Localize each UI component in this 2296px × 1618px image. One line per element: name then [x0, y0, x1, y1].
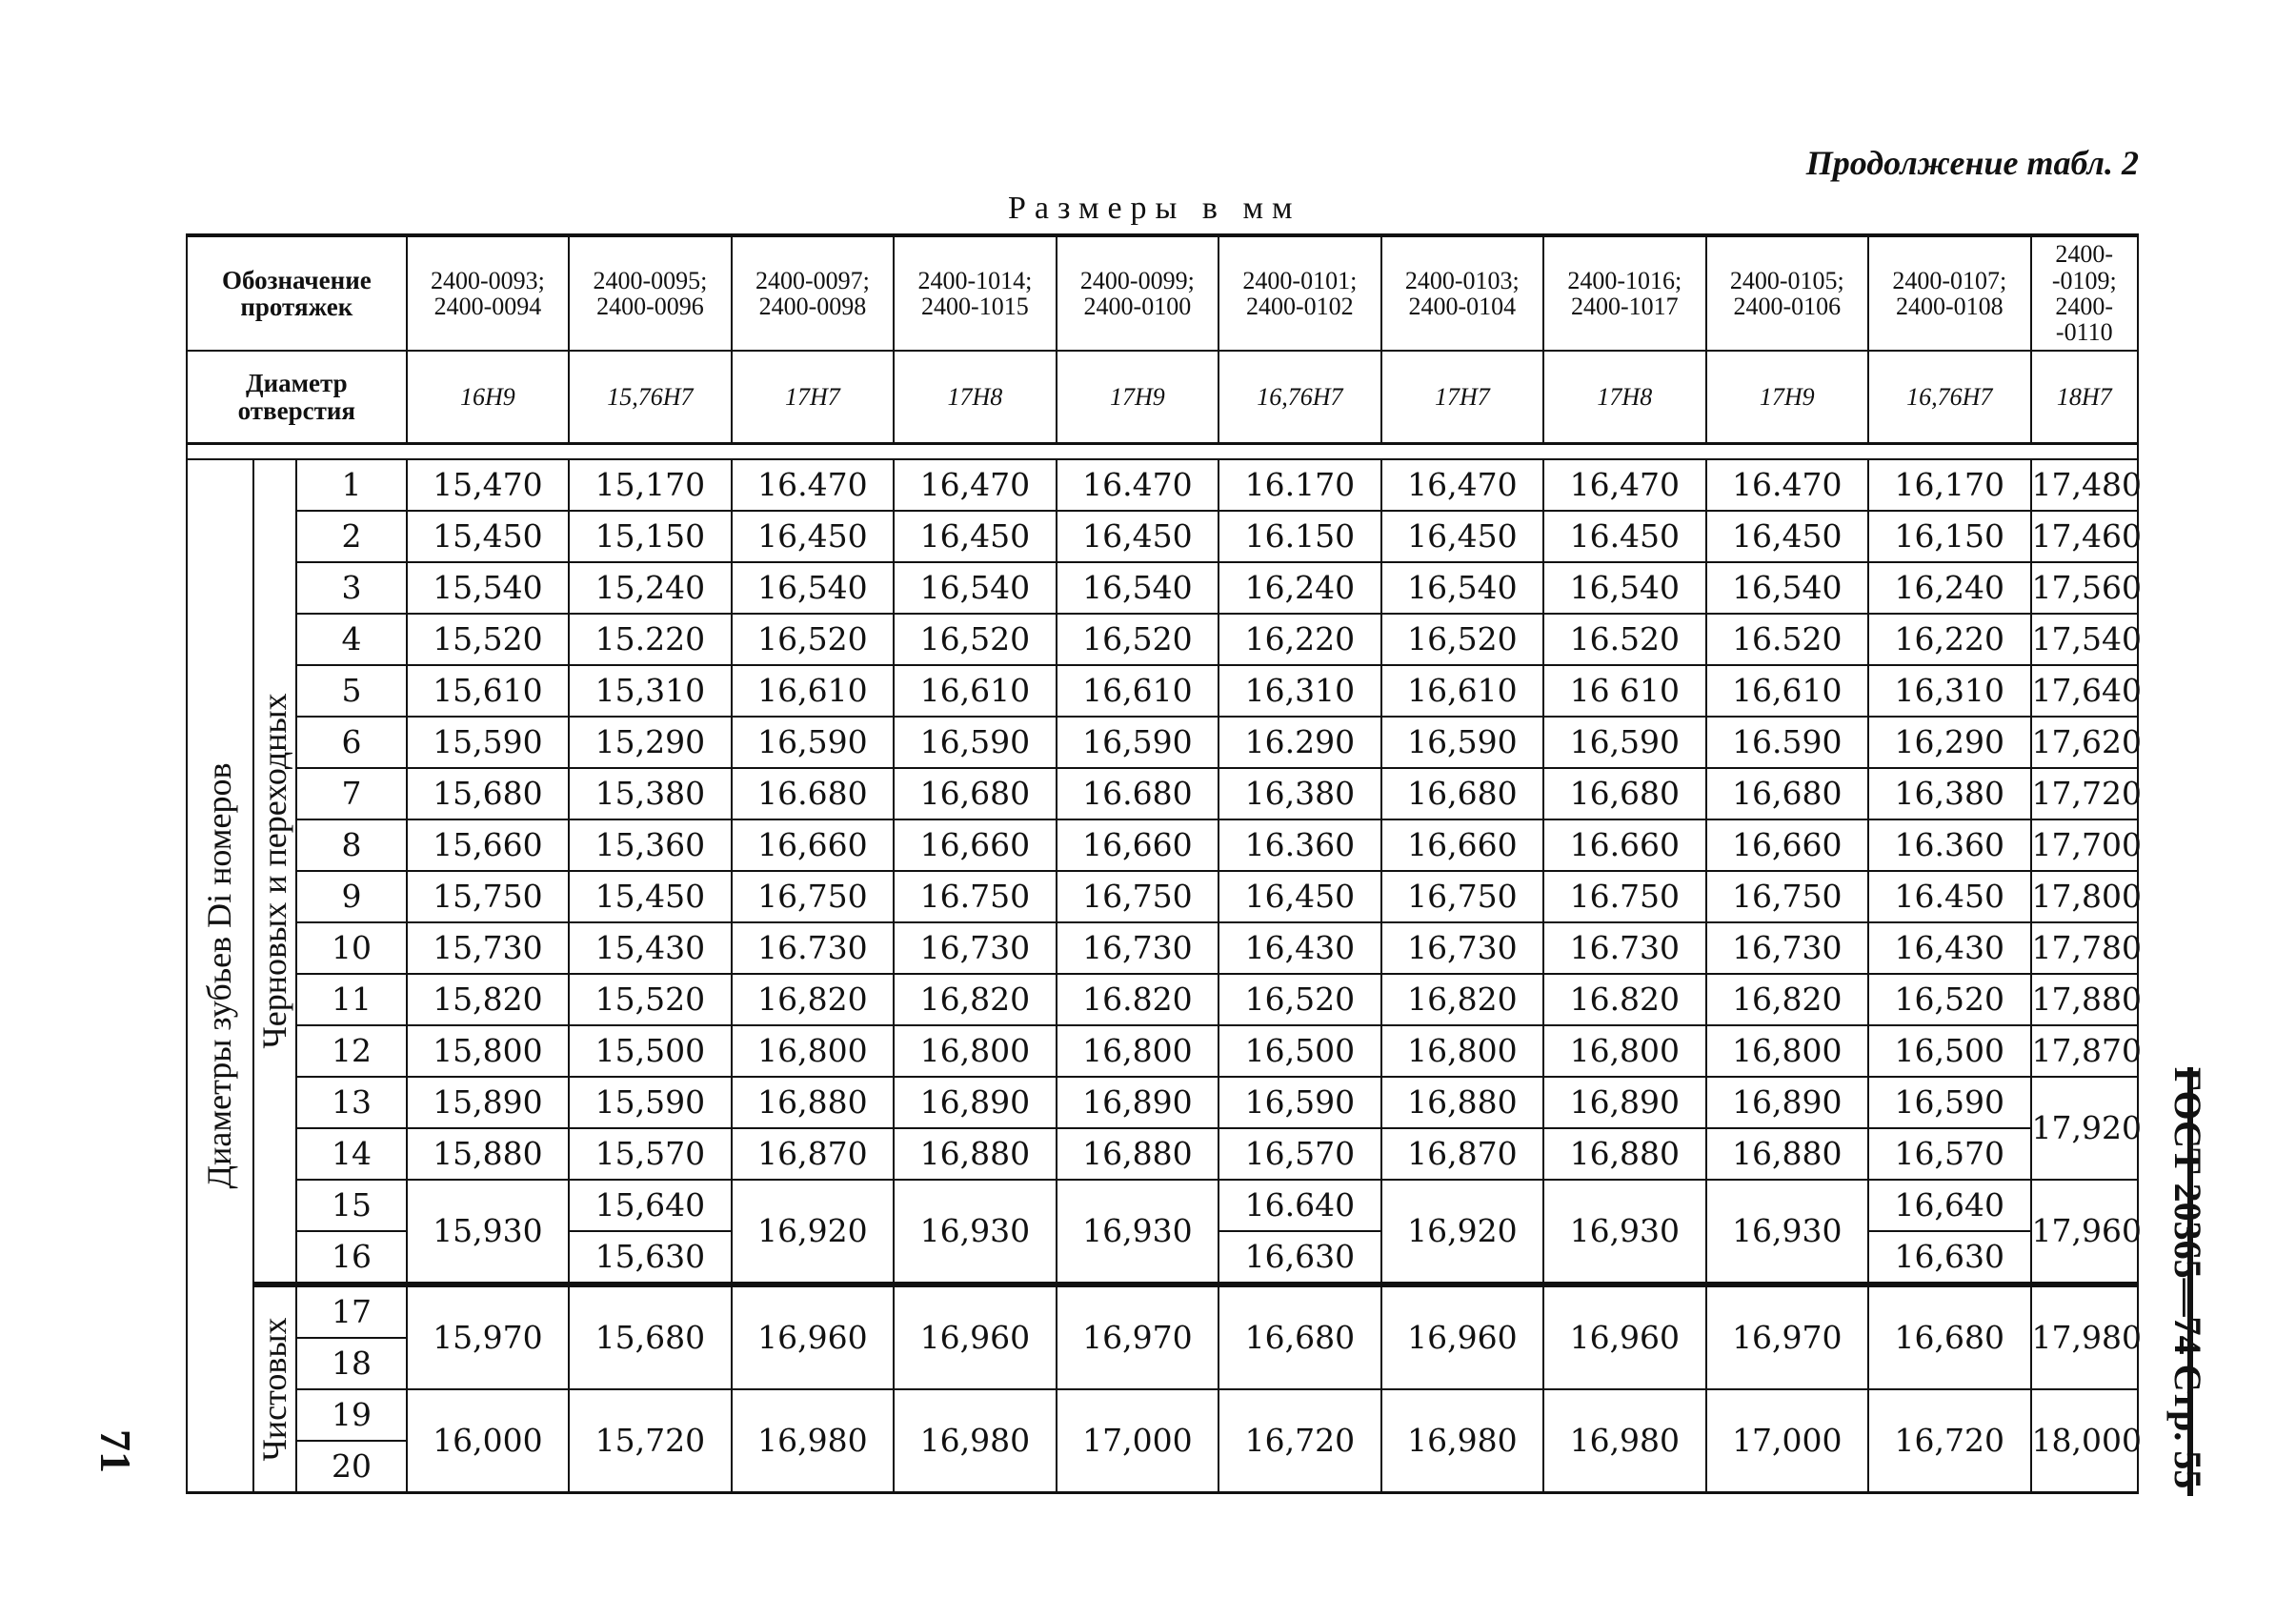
value-cell: 17,880 — [2031, 974, 2138, 1025]
designation-cell: 2400-0097; 2400-0098 — [732, 235, 894, 351]
value-cell: 15,880 — [407, 1128, 569, 1180]
value-cell: 16,680 — [1543, 768, 1705, 819]
value-cell: 16,450 — [1057, 511, 1218, 562]
row-number: 14 — [296, 1128, 406, 1180]
value-cell: 16,720 — [1218, 1389, 1380, 1493]
value-cell: 15,590 — [407, 717, 569, 768]
value-cell: 15,290 — [569, 717, 731, 768]
value-cell: 15,730 — [407, 922, 569, 974]
row-number: 12 — [296, 1025, 406, 1077]
value-cell: 16,290 — [1868, 717, 2030, 768]
value-cell: 16,380 — [1868, 768, 2030, 819]
value-cell: 16,590 — [894, 717, 1056, 768]
value-cell: 15,610 — [407, 665, 569, 717]
value-cell: 16,660 — [732, 819, 894, 871]
value-cell: 16,750 — [732, 871, 894, 922]
value-cell: 17,920 — [2031, 1077, 2138, 1180]
value-cell: 16,960 — [1381, 1284, 1543, 1389]
value-cell: 16,520 — [1868, 974, 2030, 1025]
value-cell: 15,750 — [407, 871, 569, 922]
designation-cell: 2400-0107; 2400-0108 — [1868, 235, 2030, 351]
value-cell: 16,720 — [1868, 1389, 2030, 1493]
value-cell: 16,890 — [1706, 1077, 1868, 1128]
continuation-label: Продолжение табл. 2 — [1805, 144, 2139, 182]
table-row — [187, 459, 2138, 511]
table-row — [187, 1128, 2138, 1180]
value-cell: 16,500 — [1218, 1025, 1380, 1077]
value-cell: 16,730 — [894, 922, 1056, 974]
value-cell: 16.450 — [1543, 511, 1705, 562]
row-number: 5 — [296, 665, 406, 717]
designation-cell: 2400-1016; 2400-1017 — [1543, 235, 1705, 351]
value-cell: 17,460 — [2031, 511, 2138, 562]
value-cell: 16,730 — [1381, 922, 1543, 974]
value-cell: 15,430 — [569, 922, 731, 974]
designation-cell: 2400-0095; 2400-0096 — [569, 235, 731, 351]
value-cell: 16,470 — [1543, 459, 1705, 511]
units-label: Размеры в мм — [1008, 191, 1301, 226]
value-cell: 16,820 — [894, 974, 1056, 1025]
value-cell: 16,660 — [1057, 819, 1218, 871]
row-number: 11 — [296, 974, 406, 1025]
value-cell: 17,700 — [2031, 819, 2138, 871]
value-cell: 16.820 — [1057, 974, 1218, 1025]
value-cell: 16,170 — [1868, 459, 2030, 511]
page-number: 71 — [91, 1429, 140, 1473]
value-cell: 16,470 — [894, 459, 1056, 511]
value-cell: 16,570 — [1218, 1128, 1380, 1180]
value-cell: 16,310 — [1868, 665, 2030, 717]
value-cell: 16,540 — [894, 562, 1056, 614]
value-cell: 16,730 — [1706, 922, 1868, 974]
value-cell: 15,720 — [569, 1389, 731, 1493]
value-cell: 17,960 — [2031, 1180, 2138, 1284]
value-cell: 17,780 — [2031, 922, 2138, 974]
row-number: 3 — [296, 562, 406, 614]
spacer-row — [187, 444, 2138, 460]
value-cell: 16,890 — [1543, 1077, 1705, 1128]
designation-cell: 2400-0099; 2400-0100 — [1057, 235, 1218, 351]
table-row — [187, 1284, 2138, 1338]
table-row — [187, 1077, 2138, 1128]
value-cell: 16,590 — [1543, 717, 1705, 768]
value-cell: 15,630 — [569, 1231, 731, 1284]
value-cell: 16.660 — [1543, 819, 1705, 871]
row-number: 1 — [296, 459, 406, 511]
value-cell: 17,560 — [2031, 562, 2138, 614]
value-cell: 15,150 — [569, 511, 731, 562]
value-cell: 16.450 — [1868, 871, 2030, 922]
value-cell: 15,680 — [407, 768, 569, 819]
value-cell: 16,610 — [894, 665, 1056, 717]
row-number: 19 — [296, 1389, 406, 1441]
gost-code: ГОСТ 20365—74 Стр. 55 — [2166, 1067, 2209, 1489]
row-number: 13 — [296, 1077, 406, 1128]
value-cell: 16,820 — [732, 974, 894, 1025]
value-cell: 16,930 — [1057, 1180, 1218, 1284]
value-cell: 16,930 — [1543, 1180, 1705, 1284]
value-cell: 15,470 — [407, 459, 569, 511]
row-number: 16 — [296, 1231, 406, 1284]
value-cell: 16,680 — [1868, 1284, 2030, 1389]
value-cell: 16.290 — [1218, 717, 1380, 768]
value-cell: 16,930 — [1706, 1180, 1868, 1284]
diameter-cell: 16H9 — [407, 351, 569, 444]
value-cell: 17,720 — [2031, 768, 2138, 819]
value-cell: 16,680 — [1381, 768, 1543, 819]
value-cell: 16,590 — [1381, 717, 1543, 768]
value-cell: 16,570 — [1868, 1128, 2030, 1180]
value-cell: 16,540 — [1057, 562, 1218, 614]
value-cell: 16.470 — [732, 459, 894, 511]
diameter-cell: 17H8 — [894, 351, 1056, 444]
row-number: 2 — [296, 511, 406, 562]
value-cell: 16,970 — [1706, 1284, 1868, 1389]
value-cell: 16,520 — [1218, 974, 1380, 1025]
diameter-cell: 17H7 — [732, 351, 894, 444]
value-cell: 16,520 — [1381, 614, 1543, 665]
diameter-cell: 17H9 — [1057, 351, 1218, 444]
value-cell: 16,980 — [894, 1389, 1056, 1493]
value-cell: 16,240 — [1868, 562, 2030, 614]
value-cell: 16,520 — [1057, 614, 1218, 665]
value-cell: 15,450 — [407, 511, 569, 562]
value-cell: 16,610 — [732, 665, 894, 717]
value-cell: 16,500 — [1868, 1025, 2030, 1077]
value-cell: 16,730 — [1057, 922, 1218, 974]
table-row — [187, 717, 2138, 768]
value-cell: 16,870 — [732, 1128, 894, 1180]
value-cell: 15,570 — [569, 1128, 731, 1180]
designation-cell: 2400-0093; 2400-0094 — [407, 235, 569, 351]
value-cell: 16,660 — [1381, 819, 1543, 871]
value-cell: 16,800 — [1057, 1025, 1218, 1077]
value-cell: 17,540 — [2031, 614, 2138, 665]
value-cell: 15,500 — [569, 1025, 731, 1077]
value-cell: 16,750 — [1706, 871, 1868, 922]
value-cell: 15.220 — [569, 614, 731, 665]
value-cell: 17,000 — [1706, 1389, 1868, 1493]
designation-cell: 2400- -0109; 2400- -0110 — [2031, 235, 2138, 351]
table-row — [187, 974, 2138, 1025]
row-number: 4 — [296, 614, 406, 665]
value-cell: 15,540 — [407, 562, 569, 614]
row-number: 18 — [296, 1338, 406, 1389]
value-cell: 17,870 — [2031, 1025, 2138, 1077]
row-number: 8 — [296, 819, 406, 871]
value-cell: 16.470 — [1706, 459, 1868, 511]
value-cell: 16,920 — [732, 1180, 894, 1284]
value-cell: 16,960 — [1543, 1284, 1705, 1389]
value-cell: 16.360 — [1218, 819, 1380, 871]
value-cell: 16,450 — [732, 511, 894, 562]
value-cell: 16,450 — [1381, 511, 1543, 562]
value-cell: 16,980 — [1543, 1389, 1705, 1493]
diameter-cell: 15,76H7 — [569, 351, 731, 444]
value-cell: 16,970 — [1057, 1284, 1218, 1389]
value-cell: 16,980 — [1381, 1389, 1543, 1493]
value-cell: 16,150 — [1868, 511, 2030, 562]
value-cell: 16.470 — [1057, 459, 1218, 511]
value-cell: 16,540 — [1381, 562, 1543, 614]
diameter-cell: 16,76H7 — [1868, 351, 2030, 444]
value-cell: 16,540 — [1706, 562, 1868, 614]
value-cell: 16,750 — [1381, 871, 1543, 922]
diameter-header: Диаметр отверстия — [187, 351, 407, 444]
table-row — [187, 1389, 2138, 1441]
value-cell: 16,890 — [894, 1077, 1056, 1128]
value-cell: 16,660 — [1706, 819, 1868, 871]
value-cell: 16,630 — [1868, 1231, 2030, 1284]
group-label-cell — [187, 459, 253, 1493]
value-cell: 16,880 — [894, 1128, 1056, 1180]
table-row — [187, 614, 2138, 665]
value-cell: 16,880 — [1543, 1128, 1705, 1180]
value-cell: 16,930 — [894, 1180, 1056, 1284]
value-cell: 16,800 — [1706, 1025, 1868, 1077]
value-cell: 16,520 — [894, 614, 1056, 665]
value-cell: 16,520 — [732, 614, 894, 665]
value-cell: 16,750 — [1057, 871, 1218, 922]
value-cell: 15,240 — [569, 562, 731, 614]
value-cell: 15,890 — [407, 1077, 569, 1128]
value-cell: 16.360 — [1868, 819, 2030, 871]
designation-cell: 2400-0105; 2400-0106 — [1706, 235, 1868, 351]
value-cell: 15,660 — [407, 819, 569, 871]
value-cell: 16,590 — [732, 717, 894, 768]
value-cell: 16.170 — [1218, 459, 1380, 511]
value-cell: 16.730 — [1543, 922, 1705, 974]
finish-label: Чистовых — [254, 1317, 293, 1462]
value-cell: 16,450 — [894, 511, 1056, 562]
designation-header: Обозначение протяжек — [187, 235, 407, 351]
row-number: 7 — [296, 768, 406, 819]
value-cell: 16,640 — [1868, 1180, 2030, 1231]
value-cell: 16,980 — [732, 1389, 894, 1493]
row-number: 9 — [296, 871, 406, 922]
table-row — [187, 922, 2138, 974]
value-cell: 16,890 — [1057, 1077, 1218, 1128]
diameter-cell: 16,76H7 — [1218, 351, 1380, 444]
value-cell: 16.820 — [1543, 974, 1705, 1025]
value-cell: 16,800 — [732, 1025, 894, 1077]
row-number: 10 — [296, 922, 406, 974]
value-cell: 16,240 — [1218, 562, 1380, 614]
value-cell: 15,450 — [569, 871, 731, 922]
row-number: 20 — [296, 1441, 406, 1493]
value-cell: 16,220 — [1868, 614, 2030, 665]
value-cell: 16,680 — [894, 768, 1056, 819]
finish-label-cell — [253, 1284, 296, 1493]
value-cell: 16.730 — [732, 922, 894, 974]
designation-cell: 2400-0103; 2400-0104 — [1381, 235, 1543, 351]
value-cell: 16.750 — [894, 871, 1056, 922]
diameter-cell: 17H7 — [1381, 351, 1543, 444]
table-row — [187, 511, 2138, 562]
value-cell: 16,870 — [1381, 1128, 1543, 1180]
value-cell: 17,620 — [2031, 717, 2138, 768]
value-cell: 16,470 — [1381, 459, 1543, 511]
designation-row — [187, 235, 2138, 351]
value-cell: 16,880 — [732, 1077, 894, 1128]
value-cell: 15,170 — [569, 459, 731, 511]
row-number: 15 — [296, 1180, 406, 1231]
value-cell: 16,960 — [732, 1284, 894, 1389]
value-cell: 16,590 — [1868, 1077, 2030, 1128]
value-cell: 15,820 — [407, 974, 569, 1025]
tooth-diameter-table — [186, 233, 2142, 1494]
value-cell: 15,970 — [407, 1284, 569, 1389]
value-cell: 16,540 — [1543, 562, 1705, 614]
value-cell: 16,380 — [1218, 768, 1380, 819]
value-cell: 16,610 — [1381, 665, 1543, 717]
value-cell: 17,800 — [2031, 871, 2138, 922]
value-cell: 15,590 — [569, 1077, 731, 1128]
value-cell: 16,540 — [732, 562, 894, 614]
rough-label-cell — [253, 459, 296, 1284]
value-cell: 16,610 — [1706, 665, 1868, 717]
table-row — [187, 665, 2138, 717]
value-cell: 15,520 — [407, 614, 569, 665]
value-cell: 18,000 — [2031, 1389, 2138, 1493]
row-number: 6 — [296, 717, 406, 768]
diameter-cell: 18H7 — [2031, 351, 2138, 444]
value-cell: 16.590 — [1706, 717, 1868, 768]
value-cell: 16,430 — [1218, 922, 1380, 974]
value-cell: 15,520 — [569, 974, 731, 1025]
value-cell: 17,640 — [2031, 665, 2138, 717]
value-cell: 16.520 — [1543, 614, 1705, 665]
value-cell: 16,000 — [407, 1389, 569, 1493]
designation-cell: 2400-0101; 2400-0102 — [1218, 235, 1380, 351]
value-cell: 16,800 — [1543, 1025, 1705, 1077]
value-cell: 16,920 — [1381, 1180, 1543, 1284]
value-cell: 16.640 — [1218, 1180, 1380, 1231]
value-cell: 16,630 — [1218, 1231, 1380, 1284]
value-cell: 16,880 — [1057, 1128, 1218, 1180]
value-cell: 17,480 — [2031, 459, 2138, 511]
value-cell: 17,000 — [1057, 1389, 1218, 1493]
value-cell: 16,450 — [1218, 871, 1380, 922]
value-cell: 16.520 — [1706, 614, 1868, 665]
value-cell: 16,960 — [894, 1284, 1056, 1389]
table-row — [187, 871, 2138, 922]
table-row — [187, 562, 2138, 614]
value-cell: 16,430 — [1868, 922, 2030, 974]
value-cell: 16,590 — [1057, 717, 1218, 768]
value-cell: 15,310 — [569, 665, 731, 717]
value-cell: 16,680 — [1218, 1284, 1380, 1389]
value-cell: 16.680 — [1057, 768, 1218, 819]
table-row — [187, 819, 2138, 871]
row-number: 17 — [296, 1284, 406, 1338]
value-cell: 15,380 — [569, 768, 731, 819]
value-cell: 15,640 — [569, 1180, 731, 1231]
value-cell: 16,450 — [1706, 511, 1868, 562]
table-row — [187, 768, 2138, 819]
value-cell: 16,800 — [1381, 1025, 1543, 1077]
diameter-cell: 17H9 — [1706, 351, 1868, 444]
value-cell: 16,590 — [1218, 1077, 1380, 1128]
value-cell: 16,880 — [1706, 1128, 1868, 1180]
value-cell: 16.150 — [1218, 511, 1380, 562]
value-cell: 16,220 — [1218, 614, 1380, 665]
group-label: Диаметры зубьев Di номеров — [200, 762, 239, 1189]
designation-cell: 2400-1014; 2400-1015 — [894, 235, 1056, 351]
value-cell: 16,610 — [1057, 665, 1218, 717]
value-cell: 16,310 — [1218, 665, 1380, 717]
rough-label: Черновых и переходных — [254, 693, 293, 1049]
value-cell: 15,930 — [407, 1180, 569, 1284]
diameter-cell: 17H8 — [1543, 351, 1705, 444]
table-row — [187, 1025, 2138, 1077]
value-cell: 16,880 — [1381, 1077, 1543, 1128]
value-cell: 16.750 — [1543, 871, 1705, 922]
value-cell: 16,660 — [894, 819, 1056, 871]
value-cell: 17,980 — [2031, 1284, 2138, 1389]
value-cell: 16,800 — [894, 1025, 1056, 1077]
value-cell: 16.680 — [732, 768, 894, 819]
value-cell: 16,820 — [1381, 974, 1543, 1025]
value-cell: 15,800 — [407, 1025, 569, 1077]
table-row — [187, 1180, 2138, 1231]
value-cell: 15,360 — [569, 819, 731, 871]
value-cell: 15,680 — [569, 1284, 731, 1389]
diameter-row — [187, 351, 2138, 444]
value-cell: 16,680 — [1706, 768, 1868, 819]
value-cell: 16,820 — [1706, 974, 1868, 1025]
value-cell: 16 610 — [1543, 665, 1705, 717]
